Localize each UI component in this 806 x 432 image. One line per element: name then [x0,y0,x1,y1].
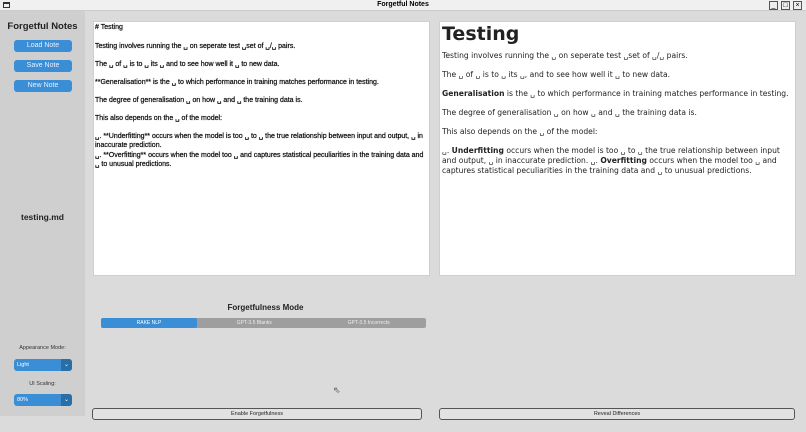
bold-term: Generalisation [442,89,505,98]
title-bar [0,0,806,11]
ui-scaling-value: 80% [17,397,29,403]
sidebar [0,11,85,416]
ui-scaling-label: UI Scaling: [29,381,56,387]
preview-paragraph: Testing involves running the ␣ on seperate test ␣set of ␣/␣ pairs. [442,51,688,60]
editor-line: ␣. **Underfitting** occurs when the model is too ␣ to ␣ the true relationship between input and output, ␣ in inaccurate prediction. [95,132,423,149]
text: occurs when the model is too ␣ to ␣ the true relationship between input and output, ␣ in inaccurate prediction. ␣. [442,146,780,165]
appearance-mode-dropdown[interactable] [14,359,72,371]
forgetfulness-mode-selector [101,318,426,328]
maximize-button[interactable]: □ [781,1,790,10]
text: is the ␣ to which performance in training matches performance in testing. [504,89,789,98]
preview-paragraph: This also depends on the ␣ of the model: [442,127,598,136]
mode-gpt-blanks[interactable]: GPT-3.5 Blanks [236,320,272,326]
editor-line: This also depends on the ␣ of the model: [95,114,223,122]
appearance-mode-value: Light [17,362,29,368]
editor-line: ␣. **Overfitting** occurs when the model too ␣ and captures statistical peculiarities in the training data and ␣ to unusual predictions. [95,151,424,168]
minimize-button[interactable]: _ [769,1,778,10]
markdown-preview [439,21,796,276]
editor-line: # Testing [95,24,123,31]
window-title: Forgetful Notes [377,1,429,8]
reveal-differences-button[interactable]: Reveal Differences [439,408,795,420]
appearance-mode-label: Appearance Mode: [19,345,66,351]
editor-line: The ␣ of ␣ is to ␣ its ␣ and to see how well it ␣ to new data. [95,60,280,68]
editor-line: The degree of generalisation ␣ on how ␣ and ␣ the training data is. [95,96,303,104]
mode-rake-nlp[interactable]: RAKE NLP [101,318,197,328]
ui-scaling-dropdown[interactable] [14,394,72,406]
preview-paragraph [442,146,793,176]
mouse-cursor-icon: ⇖ [333,385,341,395]
mode-gpt-incorrects[interactable]: GPT-3.5 Incorrects [347,320,390,326]
editor-line: **Generalisation** is the ␣ to which performance in training matches performance in testing. [95,78,379,86]
markdown-editor[interactable] [93,21,430,276]
app-title: Forgetful Notes [7,21,78,32]
enable-forgetfulness-button[interactable]: Enable Forgetfulness [92,408,422,420]
save-note-button[interactable]: Save Note [14,60,72,72]
bold-term: Underfitting [451,146,504,155]
preview-heading: Testing [442,23,520,45]
new-note-button[interactable]: New Note [14,80,72,92]
preview-paragraph [442,89,793,99]
chevron-down-icon[interactable]: ⌄ [61,394,72,406]
editor-line: Testing involves running the ␣ on seperate test ␣set of ␣/␣ pairs. [95,42,296,50]
load-note-button[interactable]: Load Note [14,40,72,52]
bold-term: Overfitting [600,156,647,165]
forgetfulness-mode-title: Forgetfulness Mode [227,303,304,312]
close-button[interactable]: × [793,1,802,10]
chevron-down-icon[interactable]: ⌄ [61,359,72,371]
current-filename: testing.md [21,212,64,222]
preview-paragraph: The ␣ of ␣ is to ␣ its ␣, and to see how well it ␣ to new data. [442,70,671,79]
text: occurs when the model too ␣ and captures statistical peculiarities in the training data and ␣ to unusual predictions. [442,156,777,175]
preview-paragraph: The degree of generalisation ␣ on how ␣ and ␣ the training data is. [442,108,697,117]
text: ␣. [442,146,452,155]
